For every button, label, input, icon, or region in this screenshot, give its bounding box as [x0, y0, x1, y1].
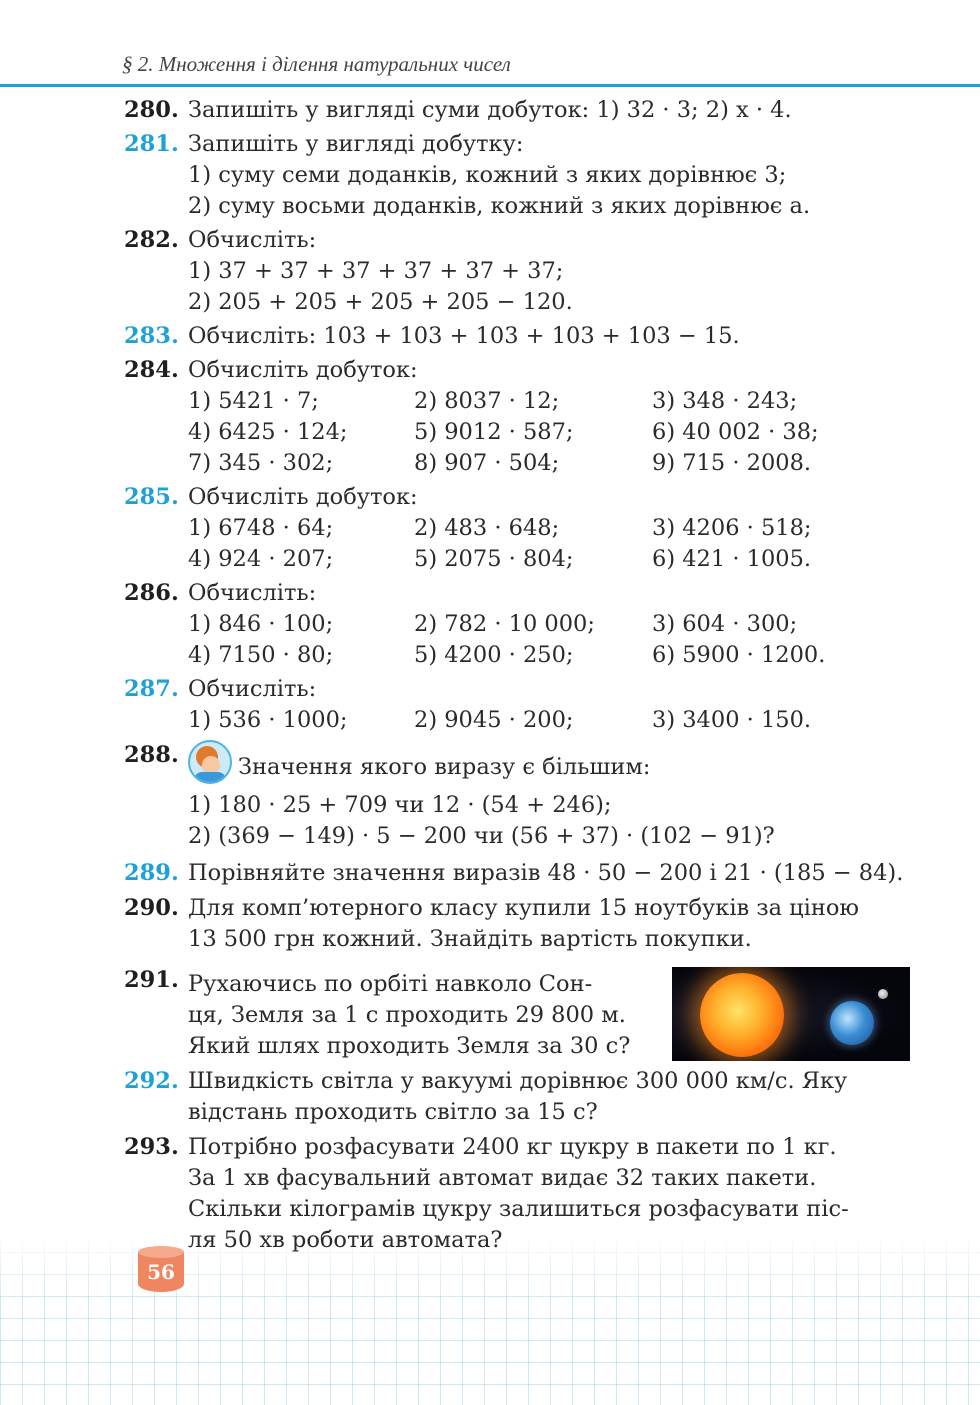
problem-subitem: 6) 421 · 1005. — [652, 546, 812, 572]
problems-list — [124, 95, 910, 1259]
problem-subitem: 5) 2075 · 804; — [414, 546, 574, 572]
problem-text: Значення якого виразу є більшим: — [238, 754, 651, 780]
problem-281 — [124, 129, 910, 222]
problem-text: ця, Земля за 1 с проходить 29 800 м. — [188, 1002, 626, 1028]
problem-subitem: 7) 345 · 302; — [188, 450, 334, 476]
problem-293 — [124, 1132, 910, 1256]
problem-292 — [124, 1066, 910, 1128]
problem-number: 289. — [124, 860, 179, 886]
problem-289 — [124, 858, 910, 889]
problem-subitem: 2) 483 · 648; — [414, 515, 560, 541]
problem-subitem: 3) 348 · 243; — [652, 388, 798, 414]
problem-number: 290. — [124, 895, 179, 921]
problem-text: Обчисліть добуток: — [188, 357, 418, 383]
problem-subitem: 4) 7150 · 80; — [188, 642, 334, 668]
problem-row — [188, 386, 910, 417]
problem-subitem: 3) 604 · 300; — [652, 611, 798, 637]
sun-earth-image — [672, 967, 910, 1061]
problem-number: 281. — [124, 131, 179, 157]
problem-text: Обчисліть добуток: — [188, 484, 418, 510]
problem-number: 293. — [124, 1134, 179, 1160]
problem-288 — [124, 740, 910, 852]
problem-text: Порівняйте значення виразів 48 · 50 − 200 і 21 · (185 − 84). — [188, 860, 904, 886]
problem-row — [188, 609, 910, 640]
problem-subitem: 1) суму семи доданків, кожний з яких дорівнює 3; — [188, 162, 787, 188]
problem-subitem: 1) 6748 · 64; — [188, 515, 334, 541]
problem-subitem: 9) 715 · 2008. — [652, 450, 812, 476]
problem-text: Обчисліть: 103 + 103 + 103 + 103 + 103 − 15. — [188, 323, 740, 349]
problem-text: Запишіть у вигляді добутку: — [188, 131, 524, 157]
sun-image — [700, 973, 784, 1057]
problem-subitem: 2) суму восьми доданків, кожний з яких дорівнює a. — [188, 193, 811, 219]
problem-number: 284. — [124, 357, 179, 383]
problem-number: 286. — [124, 580, 179, 606]
problem-text: Запишіть у вигляді суми добуток: 1) 32 · 3; 2) x · 4. — [188, 97, 792, 123]
problem-282 — [124, 225, 910, 318]
problem-text: За 1 хв фасувальний автомат видає 32 таких пакети. — [188, 1165, 817, 1191]
problem-row — [188, 544, 910, 575]
problem-subitem: 8) 907 · 504; — [414, 450, 560, 476]
problem-text: 13 500 грн кожний. Знайдіть вартість покупки. — [188, 926, 752, 952]
problem-row — [188, 448, 910, 479]
problem-subitem: 1) 180 · 25 + 709 чи 12 · (54 + 246); — [188, 792, 612, 818]
problem-number: 283. — [124, 323, 179, 349]
problem-row — [188, 640, 910, 671]
problem-subitem: 1) 37 + 37 + 37 + 37 + 37 + 37; — [188, 258, 564, 284]
page-number-badge — [138, 1246, 184, 1296]
problem-291 — [124, 965, 910, 1062]
problem-subitem: 4) 924 · 207; — [188, 546, 334, 572]
group-work-icon — [188, 740, 232, 784]
problem-number: 288. — [124, 742, 179, 768]
problem-subitem: 1) 846 · 100; — [188, 611, 334, 637]
problem-number: 285. — [124, 484, 179, 510]
problem-row — [188, 513, 910, 544]
problem-number: 282. — [124, 227, 179, 253]
problem-280 — [124, 95, 910, 126]
problem-284 — [124, 355, 910, 479]
problem-285 — [124, 482, 910, 575]
problem-number: 280. — [124, 97, 179, 123]
problem-subitem: 6) 40 002 · 38; — [652, 419, 819, 445]
problem-text: Обчисліть: — [188, 676, 317, 702]
problem-subitem: 5) 4200 · 250; — [414, 642, 574, 668]
problem-subitem: 1) 536 · 1000; — [188, 707, 348, 733]
problem-number: 291. — [124, 967, 179, 993]
problem-text: ля 50 хв роботи автомата? — [188, 1227, 503, 1253]
problem-number: 292. — [124, 1068, 179, 1094]
problem-text: відстань проходить світло за 15 с? — [188, 1099, 598, 1125]
problem-text: Скільки кілограмів цукру залишиться розфасувати піс- — [188, 1196, 849, 1222]
problem-text: Для комп’ютерного класу купили 15 ноутбуків за ціною — [188, 895, 859, 921]
problem-number: 287. — [124, 676, 179, 702]
problem-subitem: 3) 4206 · 518; — [652, 515, 812, 541]
problem-subitem: 4) 6425 · 124; — [188, 419, 348, 445]
problem-subitem: 2) 8037 · 12; — [414, 388, 560, 414]
problem-286 — [124, 578, 910, 671]
problem-subitem: 2) 205 + 205 + 205 + 205 − 120. — [188, 289, 573, 315]
problem-283 — [124, 321, 910, 352]
problem-row — [188, 705, 910, 736]
problem-subitem: 2) 9045 · 200; — [414, 707, 574, 733]
problem-subitem: 1) 5421 · 7; — [188, 388, 319, 414]
page-number: 56 — [147, 1260, 175, 1284]
problem-heading — [188, 740, 910, 784]
problem-row — [188, 417, 910, 448]
running-header: § 2. Множення і ділення натуральних чисел — [122, 52, 511, 76]
problem-subitem: 3) 3400 · 150. — [652, 707, 812, 733]
problem-text: Який шлях проходить Земля за 30 с? — [188, 1033, 631, 1059]
moon-image — [878, 989, 888, 999]
earth-image — [830, 1001, 874, 1045]
problem-text: Швидкість світла у вакуумі дорівнює 300 000 км/с. Яку — [188, 1068, 848, 1094]
problem-subitem: 2) (369 − 149) · 5 − 200 чи (56 + 37) · (102 − 91)? — [188, 823, 775, 849]
problem-290 — [124, 893, 910, 955]
problem-text: Рухаючись по орбіті навколо Сон- — [188, 971, 593, 997]
header-rule — [0, 84, 980, 87]
problem-text: Обчисліть: — [188, 227, 317, 253]
problem-287 — [124, 674, 910, 736]
problem-subitem: 5) 9012 · 587; — [414, 419, 574, 445]
problem-subitem: 6) 5900 · 1200. — [652, 642, 826, 668]
problem-subitem: 2) 782 · 10 000; — [414, 611, 595, 637]
problem-text: Потрібно розфасувати 2400 кг цукру в пакети по 1 кг. — [188, 1134, 837, 1160]
problem-text: Обчисліть: — [188, 580, 317, 606]
